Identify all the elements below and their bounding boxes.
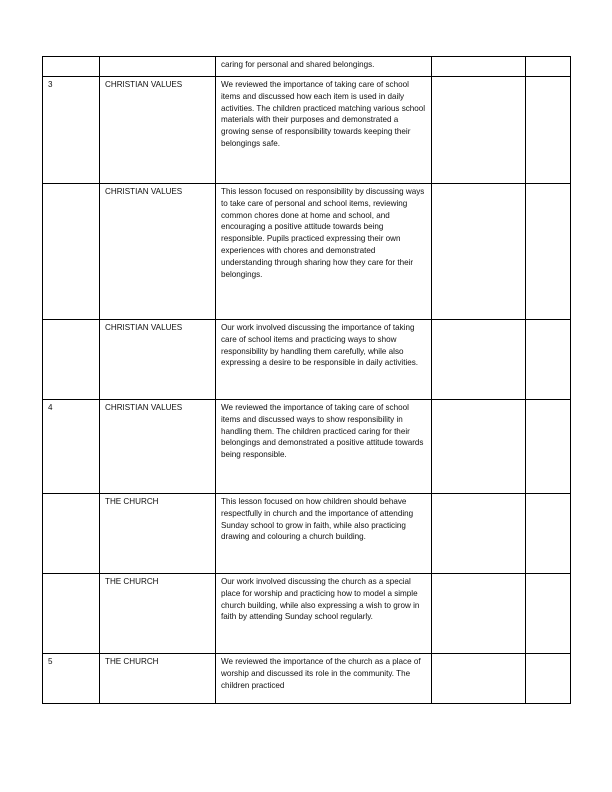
table-row <box>43 57 571 77</box>
blank-cell <box>526 654 571 704</box>
week-cell: 5 <box>43 654 100 704</box>
subject-cell <box>100 57 216 77</box>
blank-cell <box>432 77 526 184</box>
subject-cell: CHRISTIAN VALUES <box>100 320 216 400</box>
summary-cell: We reviewed the importance of taking care of school items and discussed ways to show responsibility in handling them. The children practiced caring for their belongings and demonstrated a positive attitude towards being responsible. <box>216 400 432 494</box>
lesson-log-table <box>42 56 571 704</box>
summary-cell: Our work involved discussing the church as a special place for worship and practicing how to model a simple church building, while also expressing a wish to grow in faith by attending Sunday school regularly. <box>216 574 432 654</box>
table-row <box>43 494 571 574</box>
week-cell <box>43 574 100 654</box>
subject-cell: CHRISTIAN VALUES <box>100 77 216 184</box>
blank-cell <box>526 184 571 320</box>
table-row <box>43 320 571 400</box>
blank-cell <box>526 494 571 574</box>
subject-cell: CHRISTIAN VALUES <box>100 400 216 494</box>
subject-cell: THE CHURCH <box>100 574 216 654</box>
blank-cell <box>432 320 526 400</box>
blank-cell <box>432 494 526 574</box>
week-cell: 3 <box>43 77 100 184</box>
table-row <box>43 77 571 184</box>
blank-cell <box>526 574 571 654</box>
table-row <box>43 574 571 654</box>
summary-cell: We reviewed the importance of the church as a place of worship and discussed its role in the community. The children practiced <box>216 654 432 704</box>
week-cell: 4 <box>43 400 100 494</box>
week-cell <box>43 494 100 574</box>
blank-cell <box>432 400 526 494</box>
week-cell <box>43 320 100 400</box>
blank-cell <box>526 77 571 184</box>
week-cell <box>43 57 100 77</box>
blank-cell <box>526 57 571 77</box>
blank-cell <box>432 184 526 320</box>
blank-cell <box>526 400 571 494</box>
subject-cell: THE CHURCH <box>100 654 216 704</box>
summary-cell: We reviewed the importance of taking care of school items and discussed how each item is used in daily activities. The children practiced matching various school materials with their purposes and demonstrated a growing sense of responsibility towards keeping their belongings safe. <box>216 77 432 184</box>
summary-cell: Our work involved discussing the importance of taking care of school items and practicing ways to show responsibility by handling them carefully, while also expressing a desire to be responsible in daily activities. <box>216 320 432 400</box>
subject-cell: CHRISTIAN VALUES <box>100 184 216 320</box>
blank-cell <box>432 654 526 704</box>
table-row <box>43 654 571 704</box>
summary-cell: This lesson focused on how children should behave respectfully in church and the importance of attending Sunday school to grow in faith, while also practicing drawing and colouring a church building. <box>216 494 432 574</box>
blank-cell <box>432 57 526 77</box>
blank-cell <box>526 320 571 400</box>
summary-cell: This lesson focused on responsibility by discussing ways to take care of personal and school items, reviewing common chores done at home and school, and encouraging a positive attitude towards being responsible. Pupils practiced expressing their own experiences with chores and demonstrated understanding through sharing how they care for their belongings. <box>216 184 432 320</box>
subject-cell: THE CHURCH <box>100 494 216 574</box>
week-cell <box>43 184 100 320</box>
summary-cell: caring for personal and shared belongings. <box>216 57 432 77</box>
blank-cell <box>432 574 526 654</box>
table-row <box>43 400 571 494</box>
table-row <box>43 184 571 320</box>
